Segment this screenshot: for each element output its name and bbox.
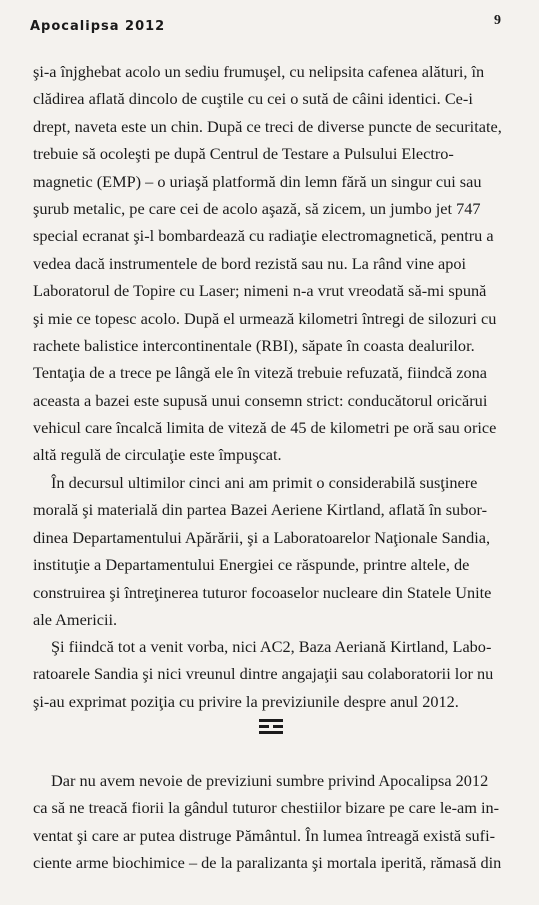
text-line: construirea şi întreţinerea tuturor focoaselor nucleare din Statele Unite (33, 582, 492, 602)
text-line: dinea Departamentului Apărării, şi a Laboratoarelor Naţionale Sandia, (33, 527, 491, 547)
text-line: aceasta a bazei este supusă unui consemn strict: conducătorul oricărui (33, 390, 488, 410)
text-line: şi mie ce topesc acolo. După el urmează kilometri întregi de silozuri cu (33, 308, 497, 328)
text-line: vedea dacă instrumentele de bord rezistă sau nu. La rând vine apoi (33, 253, 467, 273)
text-line: ventat şi care ar putea distruge Pământul. În lumea întreagă există sufi- (33, 825, 496, 845)
text-line: Laboratorul de Topire cu Laser; nimeni n-a vrut vreodată să-mi spună (33, 281, 487, 301)
text-line: trebuie să ocoleşti pe după Centrul de Testare a Pulsului Electro- (33, 144, 454, 164)
running-header-title: Apocalipsa 2012 (30, 19, 166, 34)
text-line: ale Americii. (33, 609, 118, 629)
text-line: instituţie a Departamentului Energiei ce răspunde, printre altele, de (33, 555, 470, 575)
text-line: vehicul care încalcă limita de viteză de 45 de kilometri pe oră sau orice (33, 418, 497, 438)
text-line: Tentaţia de a trece pe lângă ele în viteză trebuie refuzată, fiindcă zona (33, 363, 488, 383)
paragraph-1 (33, 58, 519, 469)
text-line: şurub metalic, pe care cei de acolo aşază, să zicem, un jumbo jet 747 (33, 198, 481, 218)
paragraph-2 (33, 469, 519, 633)
text-line: ratoarele Sandia şi nici vreunul dintre angajaţii sau colaboratorii lor nu (33, 664, 494, 684)
text-line: clădirea aflată dincolo de cuştile cu cei o sută de câini identici. Ce-i (33, 89, 473, 109)
text-line: Şi fiindcă tot a venit vorba, nici AC2, Baza Aeriană Kirtland, Labo- (51, 637, 492, 656)
text-line: altă regulă de circulaţie este împuşcat. (33, 445, 282, 465)
text-line: şi-au exprimat poziţia cu privire la previziunile despre anul 2012. (33, 691, 459, 711)
text-line: şi-a înjghebat acolo un sediu frumuşel, cu nelipsita cafenea alături, în (33, 62, 485, 81)
text-line: rachete balistice intercontinentale (RBI), săpate în coasta dealurilor. (33, 335, 475, 355)
text-line: special ecranat şi-l bombardează cu radiaţie electromagnetică, pentru a (33, 226, 494, 246)
text-line: ciente arme biochimice – de la paralizanta şi mortala iperită, rămasă din (33, 853, 502, 873)
text-line: morală şi materială din partea Bazei Aeriene Kirtland, aflată în subor- (33, 500, 487, 520)
text-line: magnetic (EMP) – o uriaşă platformă din lemn fără un singur cui sau (33, 171, 482, 191)
paragraph-4 (33, 767, 519, 877)
text-line: drept, naveta este un chin. După ce treci de diverse puncte de securitate, (33, 116, 502, 136)
hexagram-icon (259, 719, 283, 741)
text-line: În decursul ultimilor cinci ani am primit o considerabilă susţinere (51, 473, 478, 492)
page-number: 9 (494, 13, 501, 28)
paragraph-3 (33, 633, 519, 715)
text-line: Dar nu avem nevoie de previziuni sumbre privind Apocalipsa 2012 (51, 771, 489, 790)
text-line: ca să ne treacă fiorii la gândul tuturor chestiilor bizare pe care le-am in- (33, 798, 500, 818)
